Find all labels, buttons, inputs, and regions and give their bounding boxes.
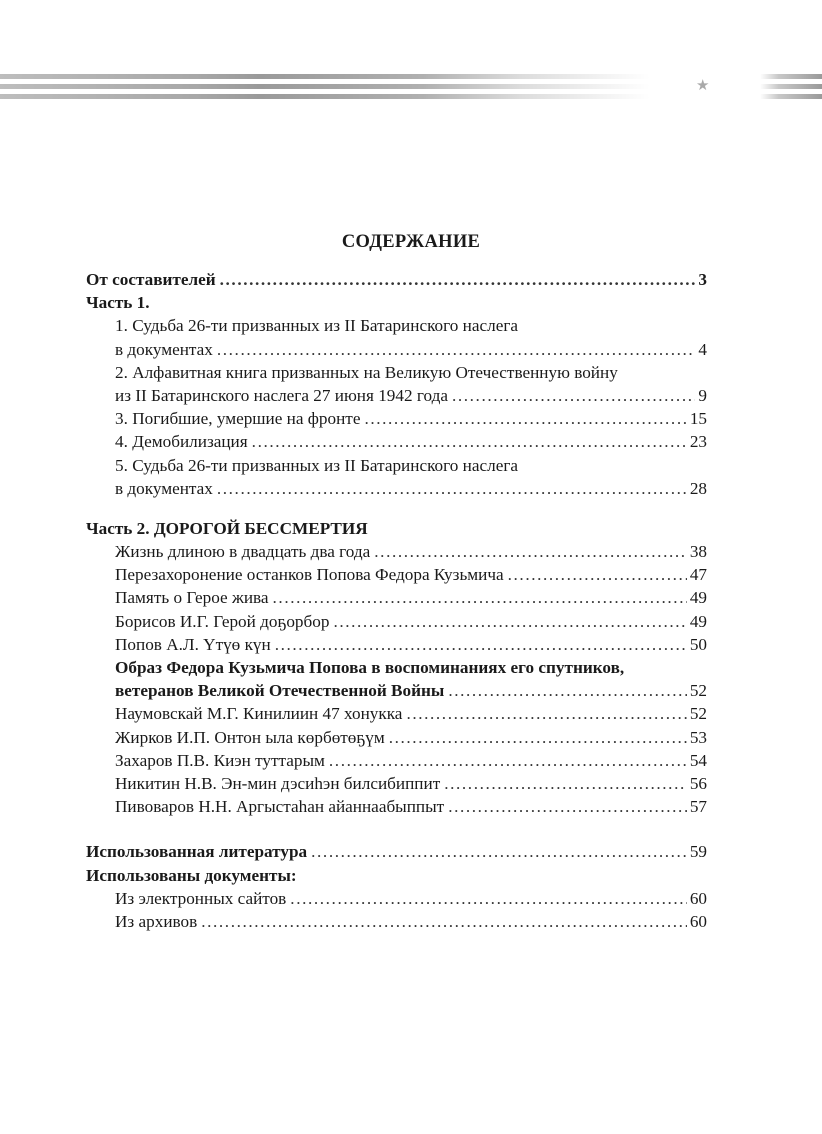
toc-entry-label: из II Батаринского наслега 27 июня 1942 года (115, 385, 448, 405)
dot-leader (275, 633, 687, 656)
dot-leader (364, 407, 686, 430)
toc-entry[interactable] (86, 726, 707, 749)
toc-entry-label: в документах (115, 478, 213, 498)
toc-subsection-line: Образ Федора Кузьмича Попова в воспоминаниях его спутников, (115, 658, 625, 677)
toc-entry[interactable] (86, 610, 707, 633)
toc-entry-label: 3. Погибшие, умершие на фронте (115, 409, 361, 429)
toc-entry-label: Пивоваров Н.Н. Аргыстаһан айаннаабыппыт (115, 797, 445, 817)
toc-entry-label: Из архивов (115, 911, 198, 931)
dot-leader (508, 563, 687, 586)
toc-entry-label: Никитин Н.В. Эн-мин дэсиһэн билсибиппит (115, 773, 441, 793)
toc-entry-label: Жизнь длиною в двадцать два года (115, 542, 371, 562)
toc-entry-page: 52 (689, 704, 707, 724)
toc-entry[interactable] (86, 887, 707, 910)
toc-entry-page: 49 (689, 588, 707, 608)
toc-entry-page: 47 (689, 565, 707, 585)
dot-leader (217, 338, 696, 361)
dot-leader (448, 795, 687, 818)
toc-entry-page: 3 (698, 270, 707, 289)
toc-entry-page: 28 (689, 478, 707, 498)
toc-entry-page: 4 (698, 339, 707, 359)
toc-subsection-entry[interactable] (86, 679, 707, 702)
toc-entry-label: Попов А.Л. Үтүө күн (115, 634, 271, 654)
toc-entry-page: 53 (689, 727, 707, 747)
toc-entry-label: Жирков И.П. Онтон ыла көрбөтөҕүм (115, 727, 385, 747)
toc-entry-label: ветеранов Великой Отечественной Войны (115, 681, 445, 701)
dot-leader (252, 430, 687, 453)
dot-leader (273, 586, 687, 609)
spacer (86, 818, 707, 840)
dot-leader (452, 384, 695, 407)
dot-leader (444, 772, 687, 795)
header-decoration (0, 72, 822, 102)
header-stripe (760, 84, 822, 89)
toc-entry[interactable] (86, 563, 707, 586)
toc-entry-page: 57 (689, 797, 707, 817)
toc-entry-page: 59 (689, 842, 707, 862)
toc-entry-line: 2. Алфавитная книга призванных на Великую Отечественную войну (115, 362, 618, 382)
toc-entry-label: Перезахоронение останков Попова Федора Кузьмича (115, 565, 504, 585)
toc-entry-page: 50 (689, 634, 707, 654)
toc-entry-page: 23 (689, 432, 707, 452)
toc-entry-label: в документах (115, 339, 213, 359)
toc-entry-page: 49 (689, 611, 707, 631)
toc-entry-page: 56 (689, 773, 707, 793)
header-stripe (0, 74, 650, 79)
toc-entry[interactable] (86, 586, 707, 609)
toc-entry-label: Использованная литература (86, 842, 308, 862)
dot-leader (290, 887, 687, 910)
dot-leader (220, 268, 696, 291)
toc-entry[interactable] (86, 633, 707, 656)
dot-leader (389, 726, 687, 749)
header-stripe (0, 94, 650, 99)
toc-entry-label: Память о Герое жива (115, 588, 269, 608)
toc-entry[interactable] (86, 384, 707, 407)
toc-entry[interactable] (86, 338, 707, 361)
toc-entry-intro[interactable] (86, 268, 707, 291)
toc-entry[interactable] (86, 772, 707, 795)
toc-entry-page: 54 (689, 750, 707, 770)
dot-leader (311, 840, 687, 863)
toc-entry-label: Захаров П.В. Киэн туттарым (115, 750, 325, 770)
dot-leader (201, 910, 687, 933)
toc-entry[interactable] (86, 407, 707, 430)
toc-entry[interactable] (86, 540, 707, 563)
toc-entry-label: Борисов И.Г. Герой доҕорбор (115, 611, 330, 631)
toc-entry[interactable] (86, 795, 707, 818)
toc-entry[interactable] (86, 910, 707, 933)
toc-entry[interactable] (86, 749, 707, 772)
dot-leader (329, 749, 687, 772)
dot-leader (406, 702, 686, 725)
spacer (86, 500, 707, 517)
toc-entry-page: 60 (689, 888, 707, 908)
toc-entry[interactable] (86, 702, 707, 725)
dot-leader (374, 540, 687, 563)
header-stripe (760, 74, 822, 79)
documents-heading: Использованы документы: (86, 865, 297, 885)
toc-entry-label: От составителей (86, 270, 216, 289)
table-of-contents (86, 268, 707, 933)
header-stripe (760, 94, 822, 99)
toc-entry-label: Из электронных сайтов (115, 888, 287, 908)
toc-entry-label: Наумовскай М.Г. Кинилиин 47 хонукка (115, 704, 403, 724)
toc-entry[interactable] (86, 430, 707, 453)
toc-entry-label: 4. Демобилизация (115, 432, 248, 452)
toc-entry-literature[interactable] (86, 840, 707, 863)
toc-entry[interactable] (86, 477, 707, 500)
star-icon: ★ (696, 76, 710, 94)
page-title: СОДЕРЖАНИЕ (341, 232, 481, 252)
toc-entry-line: 1. Судьба 26-ти призванных из II Батаринского наслега (115, 316, 519, 336)
part1-heading: Часть 1. (86, 293, 150, 313)
dot-leader (217, 477, 687, 500)
toc-entry-page: 52 (689, 681, 707, 701)
dot-leader (333, 610, 686, 633)
dot-leader (448, 679, 687, 702)
toc-entry-page: 60 (689, 911, 707, 931)
toc-entry-line: 5. Судьба 26-ти призванных из II Батаринского наслега (115, 455, 519, 475)
toc-entry-page: 38 (689, 542, 707, 562)
toc-entry-page: 9 (698, 385, 707, 405)
header-stripe (0, 84, 650, 89)
part2-heading: Часть 2. ДОРОГОЙ БЕССМЕРТИЯ (86, 518, 368, 538)
toc-entry-page: 15 (689, 409, 707, 429)
